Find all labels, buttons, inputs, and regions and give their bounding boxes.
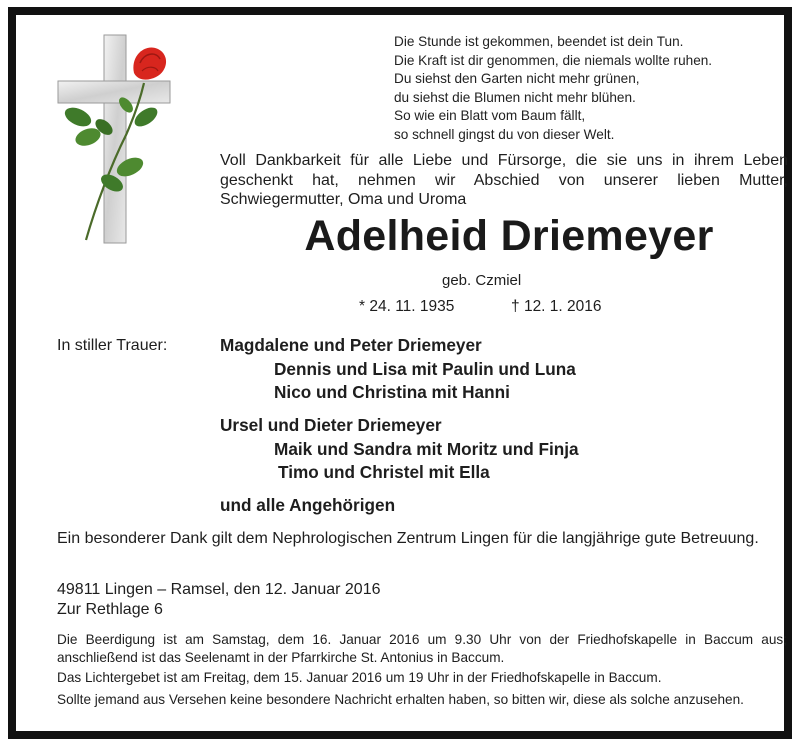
address-block xyxy=(57,580,381,619)
thanks-text: Ein besonderer Dank gilt dem Nephrologischen Zentrum Lingen für die langjährige gute Betreuung. xyxy=(57,530,759,547)
funeral-note: Die Beerdigung ist am Samstag, dem 16. Januar 2016 um 9.30 Uhr von der Friedhofskapelle in Baccum aus; anschließend ist das Seelenamt in der Pfarrkirche St. Antonius in Baccum. xyxy=(57,632,787,665)
poem xyxy=(394,33,712,145)
cross-with-rose-icon xyxy=(56,25,176,255)
poem-line: so schnell gingst du von dieser Welt. xyxy=(394,126,615,142)
poem-line: Die Kraft ist dir genommen, die niemals wollte ruhen. xyxy=(394,52,713,68)
obituary-frame xyxy=(8,7,792,739)
vigil-note: Das Lichtergebet ist am Freitag, dem 15. Januar 2016 um 19 Uhr in der Friedhofskapelle in Baccum. xyxy=(57,670,662,685)
family-line: und alle Angehörigen xyxy=(220,495,396,515)
intro-text: Voll Dankbarkeit für alle Liebe und Fürsorge, die sie uns in ihrem Leben geschenkt hat, nehmen wir Abschied von unserer lieben Mutter, Schwiegermutter, Oma und Uroma xyxy=(220,152,788,209)
family-line: Magdalene und Peter Driemeyer xyxy=(220,335,482,355)
birth-name: geb. Czmiel xyxy=(442,272,522,289)
family-line: Ursel und Dieter Driemeyer xyxy=(220,415,442,435)
birth-date: * 24. 11. 1935 xyxy=(359,298,455,315)
street-address: Zur Rethlage 6 xyxy=(57,600,163,618)
family-line: Maik und Sandra mit Moritz und Finja xyxy=(274,439,579,459)
family-line: Timo und Christel mit Ella xyxy=(278,462,490,482)
poem-line: du siehst die Blumen nicht mehr blühen. xyxy=(394,89,636,105)
family-line: Dennis und Lisa mit Paulin und Luna xyxy=(274,359,576,379)
poem-line: So wie ein Blatt vom Baum fällt, xyxy=(394,108,586,124)
poem-line: Die Stunde ist gekommen, beendet ist dein Tun. xyxy=(394,34,684,49)
death-date: † 12. 1. 2016 xyxy=(511,298,602,315)
deceased-name: Adelheid Driemeyer xyxy=(304,212,714,260)
life-dates xyxy=(359,298,602,316)
place-date: 49811 Lingen – Ramsel, den 12. Januar 2016 xyxy=(57,581,381,598)
poem-line: Du siehst den Garten nicht mehr grünen, xyxy=(394,71,640,87)
family-line: Nico und Christina mit Hanni xyxy=(274,382,510,402)
mourners-label: In stiller Trauer: xyxy=(57,337,168,354)
notice-note: Sollte jemand aus Versehen keine besondere Nachricht erhalten haben, so bitten wir, diese als solche anzusehen. xyxy=(57,692,744,707)
